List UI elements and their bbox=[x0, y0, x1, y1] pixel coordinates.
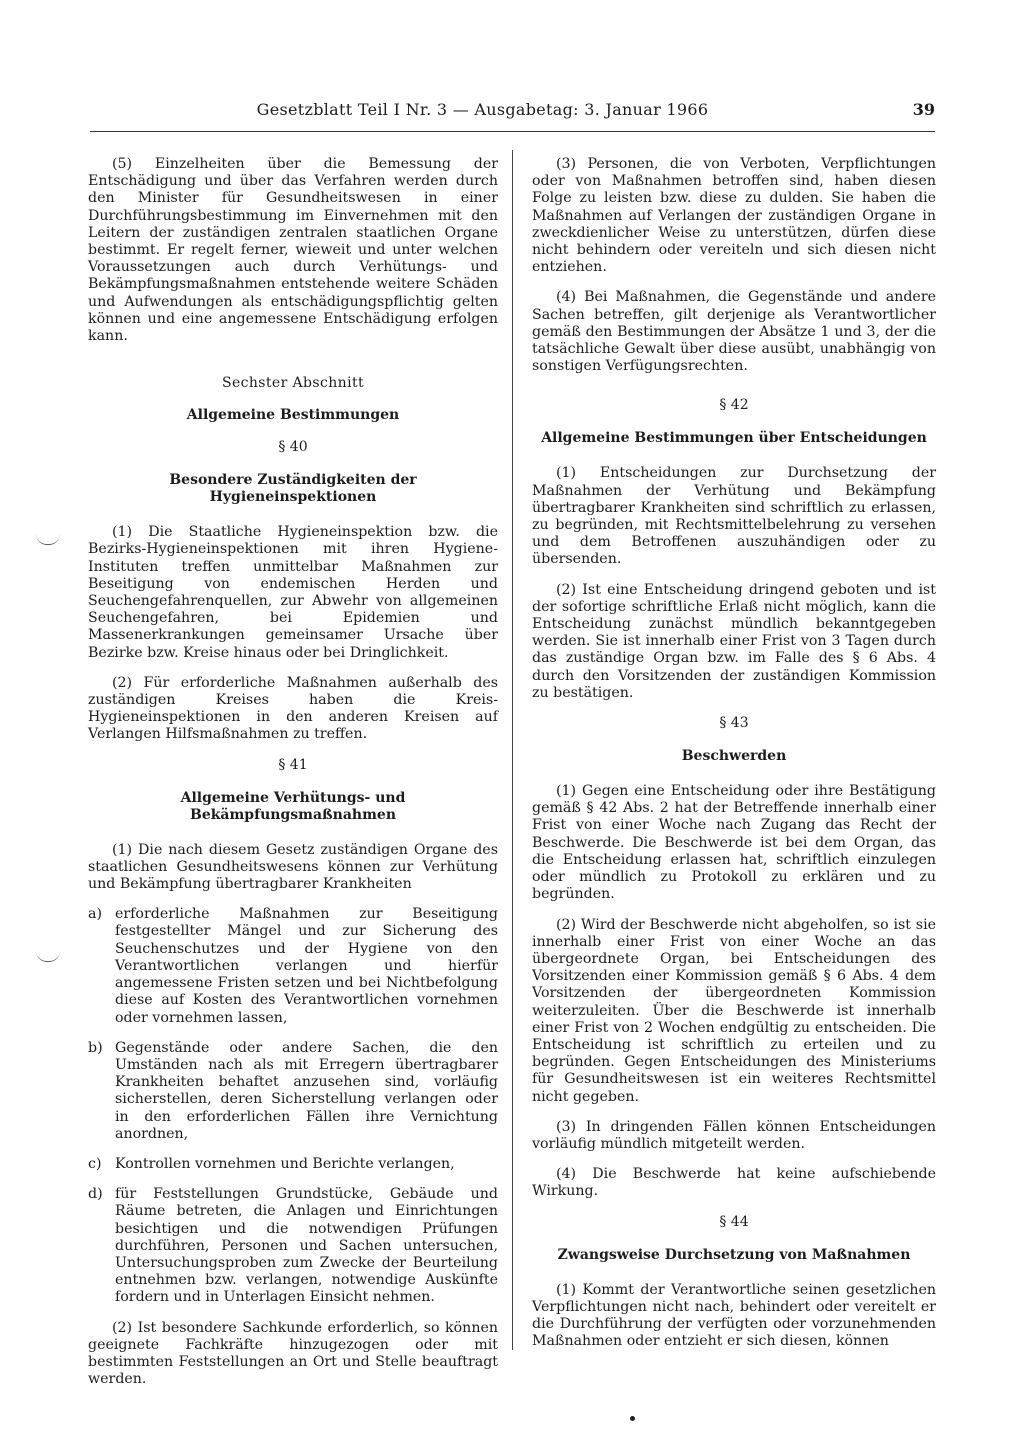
section-number: § 43 bbox=[719, 715, 749, 732]
column-divider bbox=[512, 150, 513, 1350]
page-header bbox=[90, 100, 935, 124]
paragraph: (1) Die nach diesem Gesetz zuständigen Organe des staatlichen Gesundheitswesens können zur Verhütung und Bekämpfung übertragbarer Krankheiten bbox=[88, 841, 498, 893]
margin-check-mark bbox=[36, 951, 60, 962]
page-dot bbox=[630, 1416, 635, 1421]
section-number: § 40 bbox=[278, 439, 308, 456]
paragraph: (1) Die Staatliche Hygieneinspektion bzw. die Bezirks-Hygieneinspektionen mit ihren Hygiene-Instituten treffen unmittelbar Maßnahmen zur Beseitigung von endemischen Herden und Seuchengefahrenquellen, zur Abwehr von allgemeinen Seuchengefahren, bei Epidemien und Massenerkrankungen gemeinsamer Ursache über Bezirke bzw. Kreise hinaus oder bei Dringlichkeit. bbox=[88, 524, 498, 661]
list-item-marker: c) bbox=[88, 1155, 102, 1172]
header-rule bbox=[90, 131, 935, 132]
page-number: 39 bbox=[912, 100, 935, 119]
paragraph: (4) Bei Maßnahmen, die Gegenstände und andere Sachen betreffen, gilt derjenige als Verantwortlicher gemäß den Bestimmungen der Absätze 1 und 3, der die tatsächliche Gewalt über diese ausübt, unabhängig von sonstigen Verfügungsrechten. bbox=[532, 289, 936, 375]
list-item-marker: a) bbox=[88, 906, 102, 923]
margin-check-mark bbox=[36, 534, 60, 545]
right-column bbox=[532, 156, 936, 1363]
section-heading: Besondere Zuständigkeiten der Hygieneinspektionen bbox=[169, 472, 417, 506]
section-number: § 42 bbox=[719, 397, 749, 414]
chapter-label: Sechster Abschnitt bbox=[221, 375, 365, 392]
section-heading: Beschwerden bbox=[681, 748, 787, 765]
paragraph: (2) Ist besondere Sachkunde erforderlich, so können geeignete Fachkräfte hinzugezogen oder mit bestimmten Feststellungen an Ort und Stelle beauftragt werden. bbox=[88, 1319, 498, 1388]
list-item-text: Kontrollen vornehmen und Berichte verlangen, bbox=[115, 1155, 455, 1172]
paragraph: (1) Kommt der Verantwortliche seinen gesetzlichen Verpflichtungen nicht nach, behindert oder vereitelt er die Durchführung der verfügten oder vorzunehmenden Maßnahmen oder entzieht er sich diesen, können bbox=[532, 1281, 936, 1350]
section-heading: Zwangsweise Durchsetzung von Maßnahmen bbox=[557, 1246, 911, 1263]
section-heading: Allgemeine Bestimmungen über Entscheidungen bbox=[541, 430, 927, 447]
paragraph: (3) In dringenden Fällen können Entscheidungen vorläufig mündlich mitgeteilt werden. bbox=[532, 1118, 936, 1152]
chapter-title: Allgemeine Bestimmungen bbox=[186, 407, 400, 424]
list-item-text: erforderliche Maßnahmen zur Beseitigung festgestellter Mängel und zur Sicherung des Seuchenschutzes und der Hygiene von den Verantwortlichen verlangen und hierfür angemessene Fristen setzen und bei Nichtbefolgung diese auf Kosten des Verantwortlichen vornehmen oder vornehmen lassen, bbox=[115, 906, 498, 1026]
paragraph: (1) Gegen eine Entscheidung oder ihre Bestätigung gemäß § 42 Abs. 2 hat der Betreffende innerhalb einer Frist von einer Woche nach Zugang das Recht der Beschwerde. Die Beschwerde ist bei dem Organ, das die Entscheidung erlassen hat, schriftlich einzulegen oder mündlich zu Protokoll zu erklären und zu begründen. bbox=[532, 783, 936, 903]
section-heading: Allgemeine Verhütungs- und Bekämpfungsmaßnahmen bbox=[180, 789, 406, 823]
section-number: § 41 bbox=[278, 756, 308, 773]
paragraph: (3) Personen, die von Verboten, Verpflichtungen oder von Maßnahmen betroffen sind, haben diesen Folge zu leisten bzw. diese zu dulden. Sie haben die Maßnahmen auf Verlangen der zuständigen Organe in zweckdienlicher Weise zu unterstützen, dürfen diese nicht behindern oder vereiteln und sich diesen nicht entziehen. bbox=[532, 156, 936, 276]
list-item-marker: b) bbox=[88, 1039, 103, 1056]
list-item bbox=[88, 1186, 498, 1306]
section-number: § 44 bbox=[719, 1213, 749, 1230]
paragraph: (4) Die Beschwerde hat keine aufschiebende Wirkung. bbox=[532, 1166, 936, 1200]
paragraph: (2) Ist eine Entscheidung dringend geboten und ist der sofortige schriftliche Erlaß nicht möglich, kann die Entscheidung zunächst mündlich bekanntgegeben werden. Sie ist innerhalb einer Frist von 3 Tagen durch das zuständige Organ bzw. im Falle des § 6 Abs. 4 durch den Vorsitzenden der zuständigen Kommission zu bestätigen. bbox=[532, 581, 936, 701]
paragraph: (1) Entscheidungen zur Durchsetzung der Maßnahmen der Verhütung und Bekämpfung übertragbarer Krankheiten sind schriftlich zu erlassen, zu begründen, mit Rechtsmittelbelehrung zu versehen und dem Betroffenen auszuhändigen oder zu übersenden. bbox=[532, 465, 936, 568]
list-item bbox=[88, 1040, 498, 1143]
paragraph: (5) Einzelheiten über die Bemessung der Entschädigung und über das Verfahren werden durch den Minister für Gesundheitswesen in einer Durchführungsbestimmung im Einvernehmen mit den Leitern der zuständigen zentralen staatlichen Organe bestimmt. Er regelt ferner, wieweit und unter welchen Voraussetzungen auch durch Verhütungs- und Bekämpfungsmaßnahmen entstehende weitere Schäden und Aufwendungen als entschädigungspflichtig gelten können und eine angemessene Entschädigung erfolgen kann. bbox=[88, 156, 498, 345]
paragraph: (2) Für erforderliche Maßnahmen außerhalb des zuständigen Kreises haben die Kreis-Hygieneinspektionen in den anderen Kreisen auf Verlangen Hilfsmaßnahmen zu treffen. bbox=[88, 674, 498, 743]
list-item-text: für Feststellungen Grundstücke, Gebäude und Räume betreten, die Anlagen und Einrichtungen besichtigen und die notwendigen Prüfungen durchführen, Personen und Sachen untersuchen, Untersuchungsproben zum Zwecke der Beurteilung entnehmen bzw. verlangen, notwendige Auskünfte fordern und in Unterlagen Einsicht nehmen. bbox=[115, 1186, 498, 1306]
list-item-text: Gegenstände oder andere Sachen, die den Umständen nach als mit Erregern übertragbarer Krankheiten behaftet anzusehen sind, vorläufig sicherstellen, deren Sicherstellung verlangen oder in den erforderlichen Fällen ihre Vernichtung anordnen, bbox=[115, 1039, 498, 1142]
list-item bbox=[88, 906, 498, 1026]
header-title: Gesetzblatt Teil I Nr. 3 — Ausgabetag: 3. Januar 1966 bbox=[256, 100, 709, 119]
list-item bbox=[88, 1156, 498, 1173]
paragraph: (2) Wird der Beschwerde nicht abgeholfen, so ist sie innerhalb einer Frist von einer Woche an das übergeordnete Organ, bei Entscheidungen des Vorsitzenden einer Kommission gemäß § 6 Abs. 4 dem Vorsitzenden der übergeordneten Kommission weiterzuleiten. Über die Beschwerde ist innerhalb einer Frist von 2 Wochen endgültig zu entscheiden. Die Entscheidung ist schriftlich zu erteilen und zu begründen. Gegen Entscheidungen des Ministeriums für Gesundheitswesen ist ein weiteres Rechtsmittel nicht gegeben. bbox=[532, 916, 936, 1105]
list-item-marker: d) bbox=[88, 1186, 103, 1203]
left-column bbox=[88, 156, 498, 1401]
